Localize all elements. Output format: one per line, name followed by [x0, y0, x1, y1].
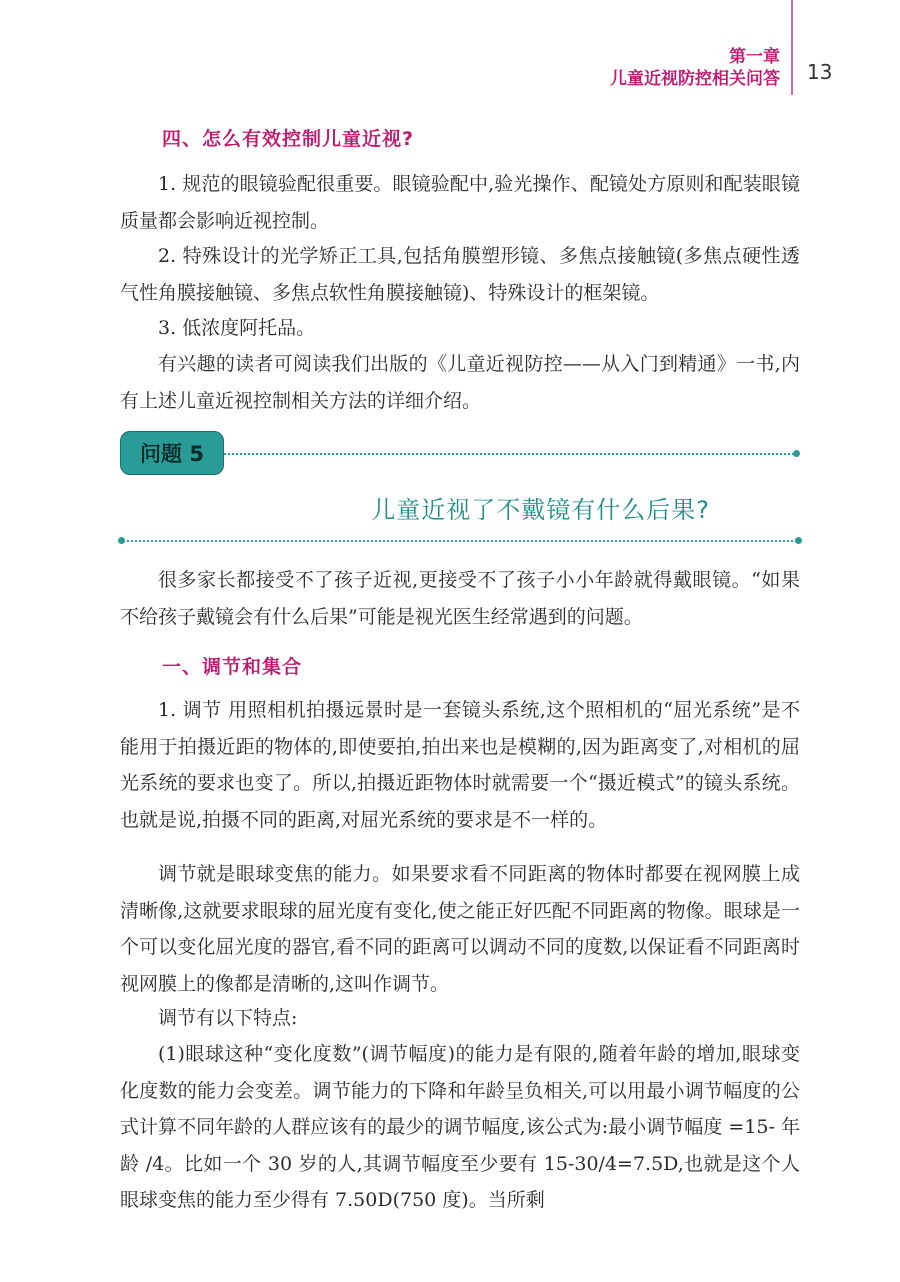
paragraph-book-recommendation: 有兴趣的读者可阅读我们出版的《儿童近视防控——从入门到精通》一书,内有上述儿童近视控制相关方法的详细介绍。 — [120, 353, 800, 412]
paragraph-feature-1: (1)眼球这种“变化度数”(调节幅度)的能力是有限的,随着年龄的增加,眼球变化度数的能力会变差。调节能力的下降和年龄呈负相关,可以用最小调节幅度的公式计算不同年龄的人群应该有的最少的调节幅度,该公式为:最小调节幅度 =15- 年龄 /4。比如一个 30 岁的人,其调节幅度至少要有 15-30/4=7.5D,也就是这个人眼球变焦的能力至少得有 7.50D(750 度)。当所剩 — [120, 1043, 800, 1211]
paragraph-camera-analogy: 1. 调节 用照相机拍摄远景时是一套镜头系统,这个照相机的“屈光系统”是不能用于拍摄近距的物体的,即使要拍,拍出来也是模糊的,因为距离变了,对相机的屈光系统的要求也变了。所以,拍摄近距物体时就需要一个“摄近模式”的镜头系统。也就是说,拍摄不同的距离,对屈光系统的要求是不一样的。 — [120, 699, 800, 831]
rule-end-dot — [793, 450, 800, 457]
underline-end-dot — [795, 537, 802, 544]
question-title: 儿童近视了不戴镜有什么后果? — [371, 496, 710, 524]
paragraph-features-intro: 调节有以下特点: — [158, 1007, 298, 1029]
section-heading-control: 四、怎么有效控制儿童近视? — [162, 128, 415, 150]
question-badge: 问题 5 — [120, 431, 224, 475]
question-banner — [120, 431, 800, 477]
paragraph-atropine: 3. 低浓度阿托品。 — [158, 317, 316, 339]
running-header — [610, 46, 780, 90]
paragraph-glasses-fitting: 1. 规范的眼镜验配很重要。眼镜验配中,验光操作、配镜处方原则和配装眼镜质量都会影响近视控制。 — [120, 173, 800, 232]
header-divider — [791, 0, 793, 95]
dotted-rule — [224, 453, 794, 455]
title-dotted-underline — [120, 540, 800, 542]
page-number: 13 — [807, 60, 833, 84]
section-heading-accommodation: 一、调节和集合 — [162, 656, 303, 678]
chapter-title: 儿童近视防控相关问答 — [610, 69, 780, 89]
paragraph-optical-tools: 2. 特殊设计的光学矫正工具,包括角膜塑形镜、多焦点接触镜(多焦点硬性透气性角膜接触镜、多焦点软性角膜接触镜)、特殊设计的框架镜。 — [120, 245, 800, 304]
paragraph-accommodation-definition: 调节就是眼球变焦的能力。如果要求看不同距离的物体时都要在视网膜上成清晰像,这就要求眼球的屈光度有变化,使之能正好匹配不同距离的物像。眼球是一个可以变化屈光度的器官,看不同的距离可以调动不同的度数,以保证看不同距离时视网膜上的像都是清晰的,这叫作调节。 — [120, 863, 800, 995]
underline-start-dot — [118, 537, 125, 544]
chapter-number: 第一章 — [729, 47, 780, 67]
paragraph-intro: 很多家长都接受不了孩子近视,更接受不了孩子小小年龄就得戴眼镜。“如果不给孩子戴镜会有什么后果”可能是视光医生经常遇到的问题。 — [120, 569, 800, 628]
